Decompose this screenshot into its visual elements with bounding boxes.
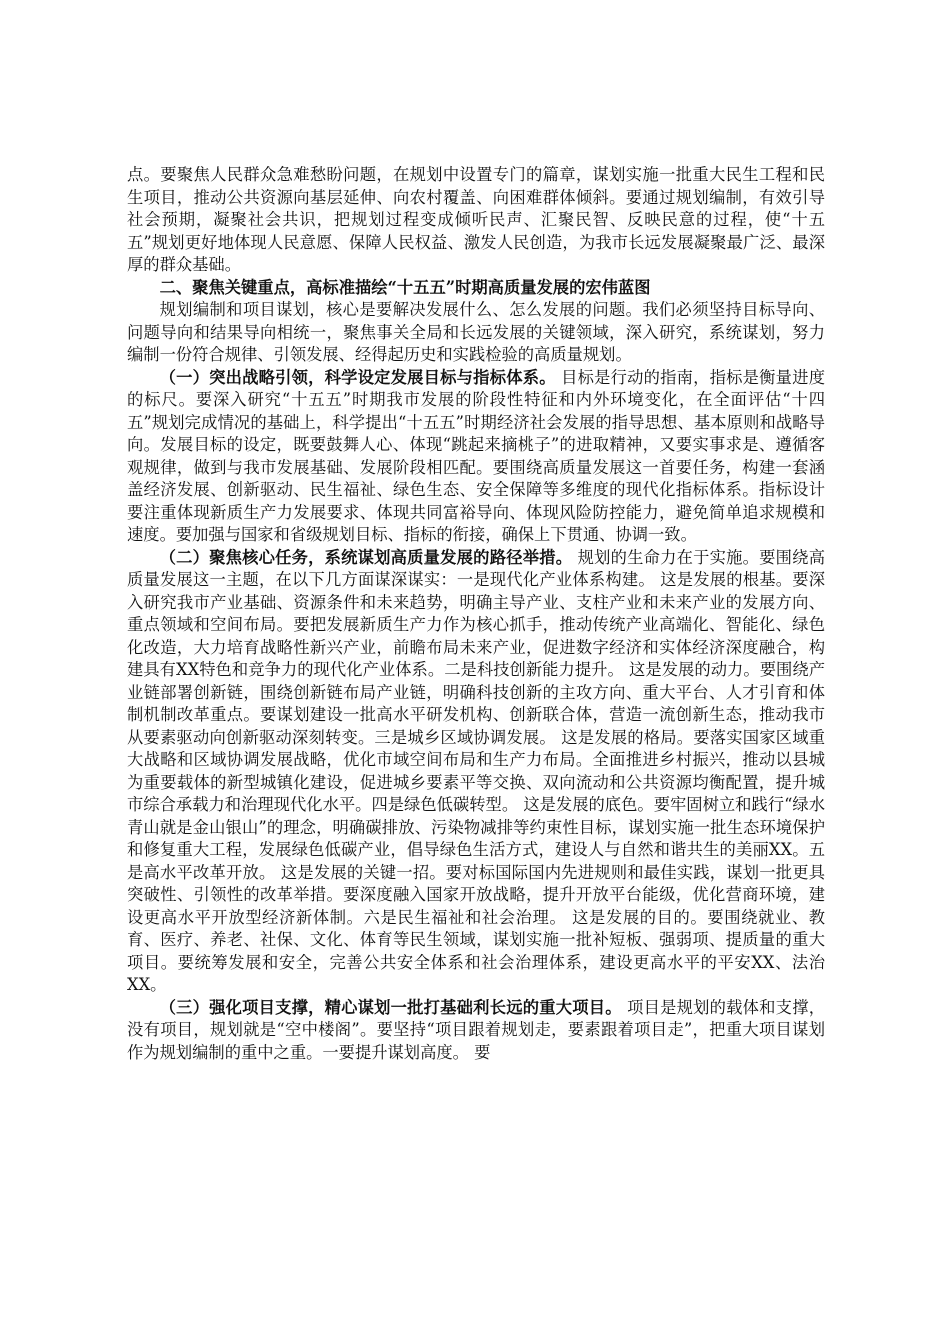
section-heading: 二、聚焦关键重点，高标准描绘“十五五”时期高质量发展的宏伟蓝图 xyxy=(159,277,651,297)
subsection-2-title: （二）聚焦核心任务，系统谋划高质量发展的路径举措。 xyxy=(159,547,573,567)
subsection-1-paragraph xyxy=(127,367,825,547)
subsection-3-body: 项目是规划的载体和支撑，没有项目，规划就是“空中楼阁”。要坚持“项目跟着规划走，要素跟着项目走”，把重大项目谋划作为规划编制的重中之重。一要提升谋划高度。 要 xyxy=(127,997,825,1062)
subsection-1-body: 目标是行动的指南，指标是衡量进度的标尺。要深入研究“十五五”时期我市发展的阶段性特征和内外环境变化，在全面评估“十四五”规划完成情况的基础上，科学提出“十五五”时期经济社会发展的指导思想、基本原则和战略导向。发展目标的设定，既要鼓舞人心、体现“跳起来摘桃子”的进取精神，又要实事求是、遵循客观规律，做到与我市发展基础、发展阶段相匹配。要围绕高质量发展这一首要任务，构建一套涵盖经济发展、创新驱动、民生福祉、绿色生态、安全保障等多维度的现代化指标体系。指标设计要注重体现新质生产力发展要求、体现共同富裕导向、体现风险防控能力，避免简单追求规模和速度。要加强与国家和省级规划目标、指标的衔接，确保上下贯通、协调一致。 xyxy=(127,367,825,544)
subsection-2-paragraph xyxy=(127,547,825,997)
continuation-paragraph: 点。要聚焦人民群众急难愁盼问题，在规划中设置专门的篇章，谋划实施一批重大民生工程和民生项目，推动公共资源向基层延伸、向农村覆盖、向困难群体倾斜。要通过规划编制，有效引导社会预期，凝聚社会共识，把规划过程变成倾听民声、汇聚民智、反映民意的过程，使“十五五”规划更好地体现人民意愿、保障人民权益、激发人民创造，为我市长远发展凝聚最广泛、最深厚的群众基础。 xyxy=(127,165,825,274)
subsection-3-title: （三）强化项目支撑，精心谋划一批打基础利长远的重大项目。 xyxy=(159,997,622,1017)
subsection-1-title: （一）突出战略引领，科学设定发展目标与指标体系。 xyxy=(159,367,556,387)
intro-paragraph: 规划编制和项目谋划，核心是要解决发展什么、怎么发展的问题。我们必须坚持目标导向、问题导向和结果导向相统一，聚焦事关全局和长远发展的关键领域，深入研究，系统谋划，努力编制一份符合规律、引领发展、经得起历史和实践检验的高质量规划。 xyxy=(127,300,825,364)
subsection-3-paragraph xyxy=(127,997,825,1065)
document-page xyxy=(127,164,825,1064)
subsection-2-body: 规划的生命力在于实施。要围绕高质量发展这一主题，在以下几方面谋深谋实：一是现代化产业体系构建。 这是发展的根基。要深入研究我市产业基础、资源条件和未来趋势，明确主导产业、支柱产业和未来产业的发展方向、重点领域和空间布局。要把发展新质生产力作为核心抓手，推动传统产业高端化、智能化、绿色化改造，大力培育战略性新兴产业，前瞻布局未来产业，促进数字经济和实体经济深度融合，构建具有XX特色和竞争力的现代化产业体系。二是科技创新能力提升。 这是发展的动力。要围绕产业链部署创新链，围绕创新链布局产业链，明确科技创新的主攻方向、重大平台、人才引育和体制机制改革重点。要谋划建设一批高水平研发机构、创新联合体，营造一流创新生态，推动我市从要素驱动向创新驱动深刻转变。三是城乡区域协调发展。 这是发展的格局。要落实国家区域重大战略和区域协调发展战略，优化市域空间布局和生产力布局。全面推进乡村振兴，推动以县城为重要载体的新型城镇化建设，促进城乡要素平等交换、双向流动和公共资源均衡配置，提升城市综合承载力和治理现代化水平。四是绿色低碳转型。 这是发展的底色。要牢固树立和践行“绿水青山就是金山银山”的理念，明确碳排放、污染物减排等约束性目标，谋划实施一批生态环境保护和修复重大工程，发展绿色低碳产业，倡导绿色生活方式，建设人与自然和谐共生的美丽XX。五是高水平改革开放。 这是发展的关键一招。要对标国际国内先进规则和最佳实践，谋划一批更具突破性、引领性的改革举措。要深度融入国家开放战略，提升开放平台能级，优化营商环境，建设更高水平开放型经济新体制。六是民生福祉和社会治理。 这是发展的目的。要围绕就业、教育、医疗、养老、社保、文化、体育等民生领域，谋划实施一批补短板、强弱项、提质量的重大项目。要统筹发展和安全，完善公共安全体系和社会治理体系，建设更高水平的平安XX、法治XX。 xyxy=(127,547,825,994)
